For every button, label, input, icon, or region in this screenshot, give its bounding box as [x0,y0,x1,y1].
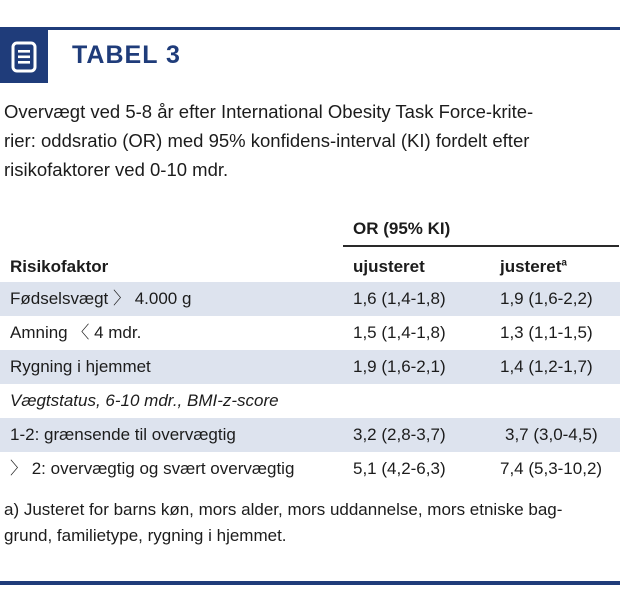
unadjusted-or-cell: 5,1 (4,2-6,3) [353,459,446,478]
risk-factor-cell: 〉 2: overvægtig og svært overvægtig [10,459,295,478]
column-header-unadjusted: ujusteret [353,257,425,276]
or-group-rule [343,245,619,247]
column-header-risk-factor: Risikofaktor [10,257,109,276]
table-body [0,282,620,486]
unadjusted-or-cell: 1,6 (1,4-1,8) [353,289,446,308]
adjusted-or-cell: 7,4 (5,3-10,2) [500,459,603,478]
risk-factor-cell: 1-2: grænsende til overvægtig [10,425,236,444]
adjusted-or-cell: 3,7 (3,0-4,5) [505,425,598,444]
footnote-line: grund, familietype, rygning i hjemmet. [4,526,287,545]
table-row [0,350,620,384]
column-header-adjusted-label: justeret [500,257,562,276]
unadjusted-or-cell: 1,9 (1,6-2,1) [353,357,446,376]
unadjusted-or-cell: 3,2 (2,8-3,7) [353,425,446,444]
unadjusted-or-cell: 1,5 (1,4-1,8) [353,323,446,342]
table-row [0,418,620,452]
risk-factor-cell: Rygning i hjemmet [10,357,151,376]
caption-line: rier: oddsratio (OR) med 95% konfidens-interval (KI) fordelt efter [4,130,530,151]
adjusted-or-cell: 1,4 (1,2-1,7) [500,357,593,376]
table-row [0,316,620,350]
table-footnote [4,497,604,549]
risk-factor-cell: Fødselsvægt 〉 4.000 g [10,289,192,308]
table-title: TABEL 3 [72,41,181,69]
table-caption [4,97,604,184]
document-list-icon [0,30,48,83]
header-top-rule [0,27,620,30]
footnote-line: a) Justeret for barns køn, mors alder, mors uddannelse, mors etniske bag- [4,500,563,519]
adjusted-or-cell: 1,3 (1,1-1,5) [500,323,593,342]
column-header-adjusted [500,257,567,277]
caption-line: Overvægt ved 5-8 år efter International Obesity Task Force-krite- [4,101,534,122]
group-label-cell: Vægtstatus, 6-10 mdr., BMI-z-score [10,391,279,410]
table-row [0,282,620,316]
footnote-marker: a [561,257,567,269]
or-group-header: OR (95% KI) [353,219,451,238]
table-row [0,384,620,418]
adjusted-or-cell: 1,9 (1,6-2,2) [500,289,593,308]
table-header [0,27,620,83]
caption-line: risikofaktorer ved 0-10 mdr. [4,159,229,180]
bottom-rule [0,581,620,585]
table-row [0,452,620,486]
risk-factor-cell: Amning 〈 4 mdr. [10,323,142,342]
